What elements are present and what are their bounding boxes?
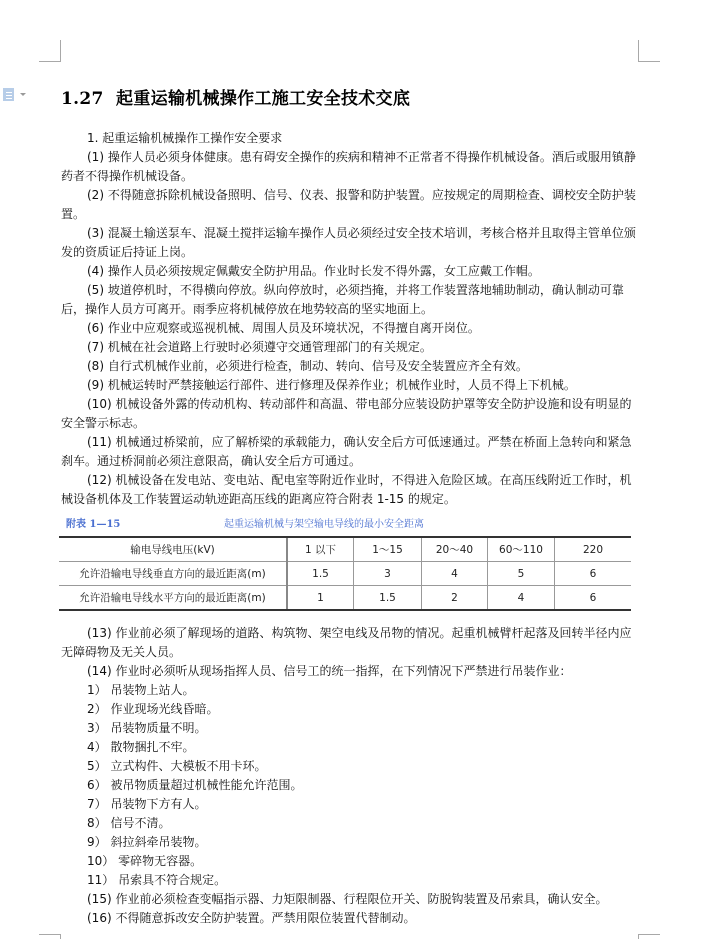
table-cell: 1.5 [354,586,422,611]
paragraph: (8) 自行式机械作业前，必须进行检查，制动、转向、信号及安全装置应齐全有效。 [87,359,528,373]
table-cell: 1 [287,586,354,611]
list-item: 5） 立式构件、大模板不用卡环。 [87,759,267,773]
paragraph: (10) 机械设备外露的传动机构、转动部件和高温、带电部分应装设防护罩等安全防护设施和设有明显的安全警示标志。 [61,397,632,430]
paragraph: (9) 机械运转时严禁接触运行部件、进行修理及保养作业；机械作业时，人员不得上下机械。 [87,378,576,392]
table-cell: 4 [488,586,555,611]
list-item: 8） 信号不清。 [87,816,171,830]
list-item: 3） 吊装物质量不明。 [87,721,207,735]
table-row [59,562,631,586]
paragraph: (11) 机械通过桥梁前，应了解桥梁的承载能力，确认安全后方可低速通过。严禁在桥面上急转向和紧急刹车。通过桥洞前必须注意限高，确认安全后方可通过。 [61,435,632,468]
list-item: 9） 斜拉斜牵吊装物。 [87,835,207,849]
paragraph: (3) 混凝土输送泵车、混凝土搅拌运输车操作人员必须经过安全技术培训，考核合格并且取得主管单位颁发的资质证后持证上岗。 [61,226,636,259]
section-heading: 1. 起重运输机械操作工操作安全要求 [87,131,283,145]
paragraph: (6) 作业中应观察或巡视机械、周围人员及环境状况，不得擅自离开岗位。 [87,321,480,335]
table-cell: 6 [555,562,632,586]
table-cell: 3 [354,562,422,586]
paragraph: (1) 操作人员必须身体健康。患有碍安全操作的疾病和精神不正常者不得操作机械设备。酒后或服用镇静药者不得操作机械设备。 [61,150,636,183]
table-cell: 2 [422,586,488,611]
paragraph: (13) 作业前必须了解现场的道路、构筑物、架空电线及吊物的情况。起重机械臂杆起落及回转半径内应无障碍物及无关人员。 [61,626,632,659]
list-item: 1） 吊装物上站人。 [87,683,195,697]
list-item: 4） 散物捆扎不牢。 [87,740,195,754]
page-title [61,84,410,109]
paragraph: (14) 作业时必须听从现场指挥人员、信号工的统一指挥，在下列情况下严禁进行吊装作业： [87,664,572,678]
table-cell: 20～40 [422,537,488,562]
table-cell: 允许沿输电导线垂直方向的最近距离(m) [59,562,287,586]
table-row [59,586,631,611]
table-cell: 220 [555,537,632,562]
paragraph: (15) 作业前必须检查变幅指示器、力矩限制器、行程限位开关、防脱钩装置及吊索具，确认安全。 [87,892,608,906]
safety-distance-table [59,536,631,611]
list-item: 11） 吊索具不符合规定。 [87,873,227,887]
table-cell: 输电导线电压(kV) [59,537,287,562]
document-outline-icon[interactable] [3,88,14,101]
chevron-down-icon[interactable] [20,93,26,96]
body-section-b [61,624,639,928]
table-cell: 1～15 [354,537,422,562]
list-item: 2） 作业现场光线昏暗。 [87,702,219,716]
table-row-header [59,537,631,562]
list-item: 10） 零碎物无容器。 [87,854,203,868]
list-item: 6） 被吊物质量超过机械性能允许范围。 [87,778,303,792]
heading-title: 起重运输机械操作工施工安全技术交底 [116,89,411,109]
paragraph: (7) 机械在社会道路上行驶时必须遵守交通管理部门的有关规定。 [87,340,432,354]
table-cell: 5 [488,562,555,586]
paragraph: (5) 坡道停机时，不得横向停放。纵向停放时，必须挡掩，并将工作装置落地辅助制动，确认制动可靠后，操作人员方可离开。雨季应将机械停放在地势较高的坚实地面上。 [61,283,624,316]
paragraph: (2) 不得随意拆除机械设备照明、信号、仪表、报警和防护装置。应按规定的周期检查、调校安全防护装置。 [61,188,636,221]
table-cell: 允许沿输电导线水平方向的最近距离(m) [59,586,287,611]
table-cell: 1.5 [287,562,354,586]
body-section-a [61,129,639,509]
table-cell: 6 [555,586,632,611]
page-corner-mark-top-left [39,40,61,62]
table-cell: 4 [422,562,488,586]
table-caption-title: 起重运输机械与架空输电导线的最小安全距离 [224,519,424,530]
paragraph: (12) 机械设备在发电站、变电站、配电室等附近作业时，不得进入危险区域。在高压线附近工作时，机械设备机体及工作装置运动轨迹距高压线的距离应符合附表 1-15 的规定。 [61,473,632,506]
page-corner-mark-bottom-left [39,934,61,939]
page-corner-mark-bottom-right [638,934,660,939]
table-cell: 1 以下 [287,537,354,562]
page-corner-mark-top-right [638,40,660,62]
paragraph: (16) 不得随意拆改安全防护装置。严禁用限位装置代替制动。 [87,911,416,925]
list-item: 7） 吊装物下方有人。 [87,797,207,811]
table-caption-label: 附表 1—15 [66,519,121,530]
paragraph: (4) 操作人员必须按规定佩戴安全防护用品。作业时长发不得外露，女工应戴工作帽。 [87,264,540,278]
table-cell: 60～110 [488,537,555,562]
heading-number: 1.27 [61,89,104,109]
